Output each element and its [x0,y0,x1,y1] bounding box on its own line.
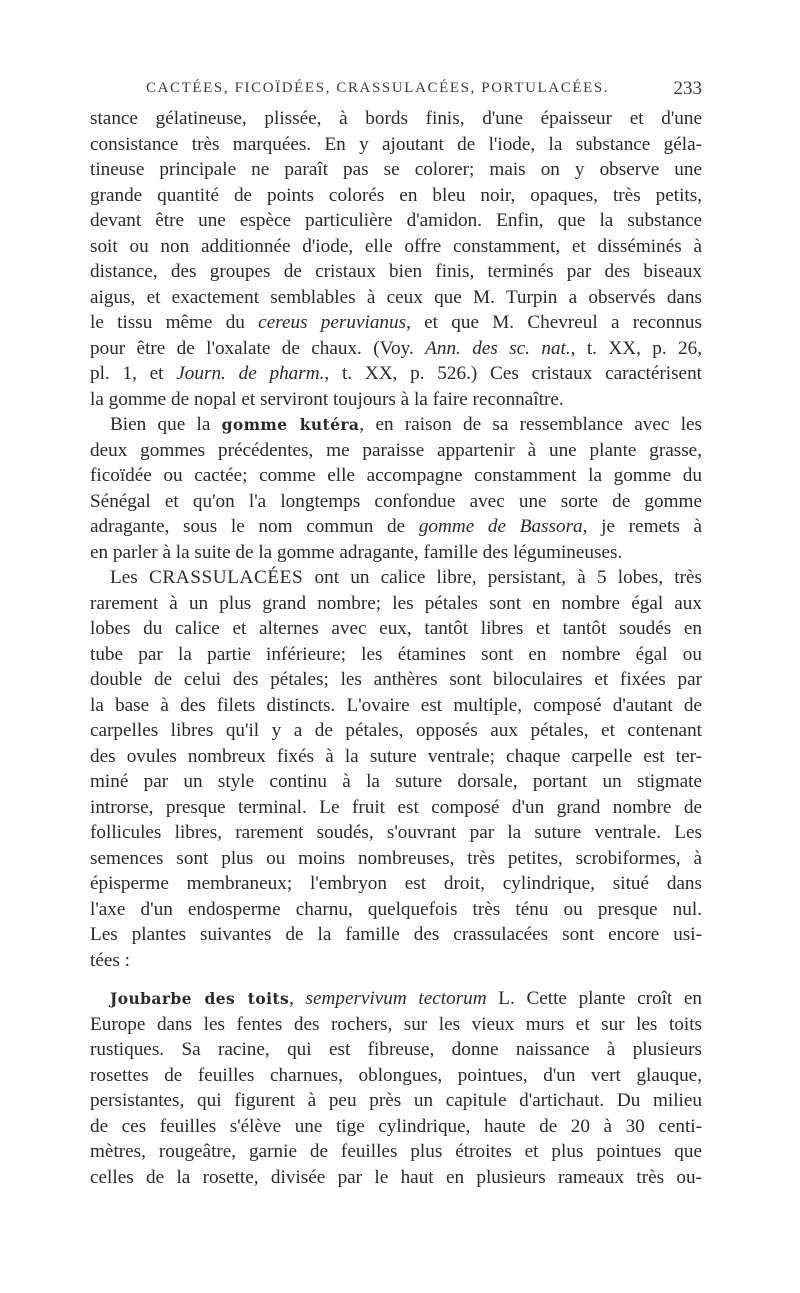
text-line: l'axe d'un endosperme charnu, quelquefois très ténu ou presque nul. [90,898,702,920]
species-name: gomme de Bassora [418,516,583,537]
text-segment: ont un calice libre, persistant, à 5 lobes, très [314,567,703,588]
text-line: tées : [90,949,130,971]
text-line: persistantes, qui figurent à peu près un capitule d'artichaut. Du milieu [90,1090,702,1111]
text-line: carpelles libres qu'il y a de pétales, opposés aux pétales, et contenant [90,720,702,741]
text-segment: , [289,988,294,1009]
text-line: aigus, et exactement semblables à ceux que M. Turpin a observés dans [90,286,702,308]
term-heading: gomme kutéra [221,415,360,434]
text-segment: Les [110,567,138,588]
text-line: ficoïdée ou cactée; comme elle accompagne constamment la gomme du [90,465,702,486]
text-line: Sénégal et qu'on l'a longtemps confondue avec une sorte de gomme [90,490,702,512]
text-line [90,986,702,1012]
body-text [90,106,702,1190]
text-line [90,336,702,362]
text-line: follicules libres, rarement soudés, s'ouvrant par la suture ventrale. Les [90,822,702,843]
text-line [90,412,702,438]
text-line: celles de la rosette, divisée par le haut en plusieurs rameaux très ou- [90,1166,702,1188]
text-line [90,514,702,540]
paragraph-kutera-gum [90,412,702,565]
text-line: deux gommes précédentes, me paraisse appartenir à une plante grasse, [90,439,702,461]
text-line: consistance très marquées. En y ajoutant de l'iode, la substance géla- [90,133,702,155]
text-segment: le tissu même du [90,312,245,333]
text-segment: , t. XX, p. 526.) Ces cristaux caractérisent [324,363,703,384]
paragraph-nopal-gum [90,106,702,412]
text-line: grande quantité de points colorés en bleu noir, opaques, très petits, [90,184,702,206]
text-segment: , je remets à [582,516,703,537]
text-line: introrse, presque terminal. Le fruit est composé d'un grand nombre de [90,796,702,818]
text-line: de ces feuilles s'élève une tige cylindrique, haute de 20 à 30 centi- [90,1115,702,1137]
citation-title: Journ. de pharm. [176,363,325,384]
family-name: CRASSULACÉES [148,567,304,588]
text-segment: , et que M. Chevreul a reconnus [406,312,702,333]
text-segment: adragante, sous le nom commun de [90,516,406,537]
text-line [90,361,702,387]
paragraph-crassulaceae [90,565,702,973]
text-line: rustiques. Sa racine, qui est fibreuse, donne naissance à plusieurs [90,1039,702,1060]
species-name: sempervivum tectorum [305,988,487,1009]
running-head: CACTÉES, FICOÏDÉES, CRASSULACÉES, PORTULACÉES. [146,80,610,96]
paragraph-gap [90,973,702,986]
species-name: cereus peruvianus [258,312,407,333]
text-segment: pl. 1, et [90,363,164,384]
text-line: soit ou non additionnée d'iode, elle offre constamment, et disséminés à [90,235,702,257]
text-line [90,310,702,336]
text-line: la base à des filets distincts. L'ovaire est multiple, composé d'autant de [90,694,702,716]
page-header [90,74,702,104]
text-line: devant être une espèce particulière d'amidon. Enfin, que la substance [90,210,702,231]
text-line: mètres, rougeâtre, garnie de feuilles plus étroites et plus pointues que [90,1141,702,1162]
text-line: lobes du calice et alternes avec eux, tantôt libres et tantôt soudés en [90,618,702,639]
text-line: tineuse principale ne paraît pas se colorer; mais on y observe une [90,159,702,180]
text-segment: , en raison de sa ressemblance avec les [359,414,703,435]
paragraph-houseleek [90,986,702,1190]
text-line: tube par la partie inférieure; les étamines sont en nombre égal ou [90,643,702,665]
text-line: épisperme membraneux; l'embryon est droit, cylindrique, situé dans [90,873,702,894]
citation-title: Ann. des sc. nat. [425,337,571,359]
text-segment: , t. XX, p. 26, [570,337,703,359]
text-line: double de celui des pétales; les anthères sont biloculaires et fixées par [90,669,702,690]
text-line [90,565,702,591]
page-number: 233 [673,78,702,99]
text-line: miné par un style continu à la suture dorsale, portant un stigmate [90,771,702,792]
text-line: Europe dans les fentes des rochers, sur les vieux murs et sur les toits [90,1013,702,1035]
text-line: semences sont plus ou moins nombreuses, très petites, scrobiformes, à [90,847,702,869]
text-line: stance gélatineuse, plissée, à bords finis, d'une épaisseur et d'une [90,108,702,129]
text-line: des ovules nombreux fixés à la suture ventrale; chaque carpelle est ter- [90,745,702,767]
text-segment: Bien que la [110,414,211,435]
text-line: rarement à un plus grand nombre; les pétales sont en nombre égal aux [90,592,702,614]
text-line: Les plantes suivantes de la famille des crassulacées sont encore usi- [90,924,702,945]
term-heading: Joubarbe des toits [110,989,290,1008]
text-segment: pour être de l'oxalate de chaux. (Voy. [90,337,414,359]
text-line: rosettes de feuilles charnues, oblongues, pointues, d'un vert glauque, [90,1064,702,1086]
text-line: distance, des groupes de cristaux bien finis, terminés par des biseaux [90,261,702,282]
text-line: en parler à la suite de la gomme adragante, famille des légumineuses. [90,541,623,563]
text-segment: L. Cette plante croît en [498,988,703,1009]
text-line: la gomme de nopal et serviront toujours à la faire reconnaître. [90,388,564,410]
